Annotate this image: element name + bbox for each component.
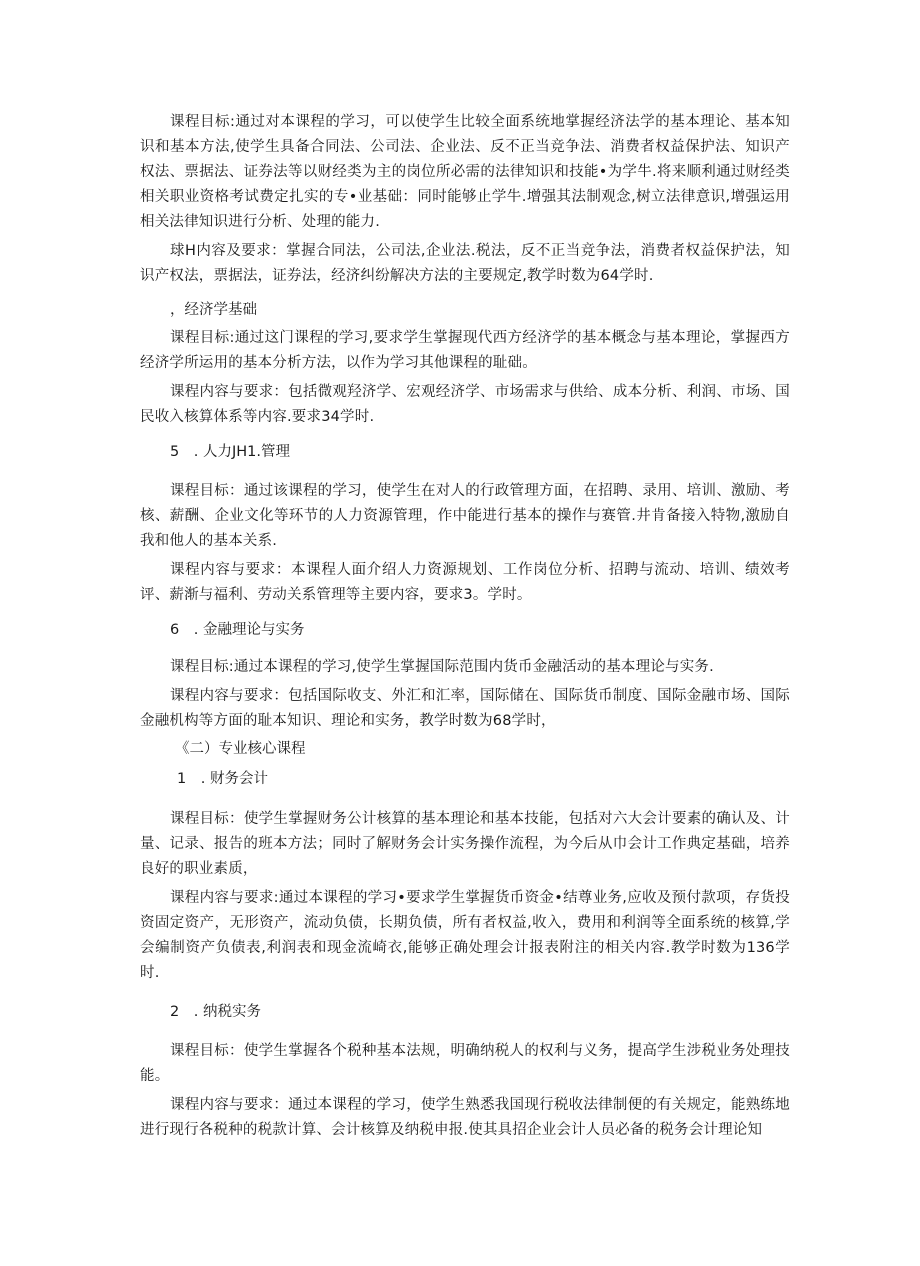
text-block-law [140, 110, 790, 289]
text-block-economics [140, 326, 790, 430]
heading-core-courses: 《二）专业核心课程 [175, 741, 306, 757]
paragraph-course-objective-accounting: 课程目标：使学生掌握财务公计核算的基本理论和基本技能，包括对六大会计要素的确认及、计量、记录、报告的班本方法；同时了解财务会计实务操作流程，为今后从巾会计工作典定基础，培养良好的职业素质， [140, 811, 790, 877]
paragraph-course-objective-finance: 课程目标:通过本课程的学习,使学生掌握国际范围内货币金融活动的基本理论与实务. [170, 659, 714, 675]
text-block-finance [140, 655, 790, 734]
text-block-accounting [140, 807, 790, 986]
heading-financial-accounting: 1 . 财务会计 [177, 771, 268, 787]
paragraph-course-content-hr: 课程内容与要求：本课程人面介绍人力资源规划、工作岗位分析、招聘与流动、培训、绩效考评、薪渐与福利、劳动关系管理等主要内容，要求3。学时。 [140, 562, 790, 603]
paragraph-course-content-accounting: 课程内容与要求:通过本课程的学习•要求学生掌握货币资金•结尊业务,应收及预付款项，存货投资固定资产，无形资产，流动负债，长期负债，所有者权益,收入，费用和利润等全面系统的核算,学会编制资产负债表,利润表和现金流崎衣,能够正确处理会计报表附注的相关内容.教学时数为136学时. [140, 890, 790, 981]
paragraph-course-content-tax: 课程内容与要求：通过本课程的学习，使学生熟悉我国现行税收法律制便的有关规定，能熟练地进行现行各税种的税款计算、会计核算及纳税申报.使其具招企业会计人员必备的税务会计理论知 [140, 1097, 790, 1138]
paragraph-course-content-law: 球H内容及要求：掌握合同法，公司法,企业法.税法，反不正当竞争法，消费者权益保护法，知识产权法，票据法，证券法，经济纠纷解决方法的主要规定,教学时数为64学时. [140, 243, 790, 284]
heading-finance-theory: 6 . 金融理论与实务 [170, 622, 305, 638]
paragraph-course-objective-hr: 课程目标：通过该课程的学习，使学生在对人的行政管理方面，在招聘、录用、培训、激励、考核、薪酬、企业文化等环节的人力资源管理，作中能进行基本的操作与赛管.井肯备接入特物,激励自我和他人的基本关系. [140, 483, 790, 549]
paragraph-course-objective-economics: 课程目标:通过这门课程的学习,要求学生掌握现代西方经济学的基本概念与基本理论，掌握西方经济学所运用的基本分析方法，以作为学习其他课程的耻础。 [140, 330, 790, 371]
heading-tax-practice: 2 . 纳税实务 [170, 1004, 261, 1020]
paragraph-course-objective-tax: 课程目标：使学生掌握各个税种基本法规，明确纳税人的权利与义务，提高学生涉税业务处理技能。 [140, 1043, 790, 1084]
text-block-hr [140, 479, 790, 608]
text-block-tax [140, 1039, 790, 1143]
heading-economics-basics: ，经济学基础 [170, 302, 257, 318]
paragraph-course-content-finance: 课程内容与要求：包括国际收支、外汇和汇率，国际储在、国际货币制度、国际金融市场、国际金融机构等方面的耻本知识、理论和实务，教学时数为68学时， [140, 688, 790, 729]
paragraph-course-content-economics: 课程内容与要求：包括微观羟济学、宏观经济学、市场需求与供给、成本分析、利润、市场、国民收入核算体系等内容.要求34学时. [140, 384, 790, 425]
paragraph-course-objective-law: 课程目标:通过对本课程的学习，可以使学生比较全面系统地掌握经济法学的基本理论、基本知识和基本方法,使学生具备合同法、公司法、企业法、反不正当竞争法、消费者权益保护法、知识产权法、票据法、证券法等以财经类为主的岗位所必需的法律知识和技能•为学牛.将来顺利通过财经类相关职业资格考试费定扎实的专•业基础：同时能够止学牛.增强其法制观念,树立法律意识,增强运用相关法律知识进行分析、处理的能力. [140, 114, 790, 230]
heading-hr-management: 5 . 人力JH1.管理 [170, 444, 290, 460]
